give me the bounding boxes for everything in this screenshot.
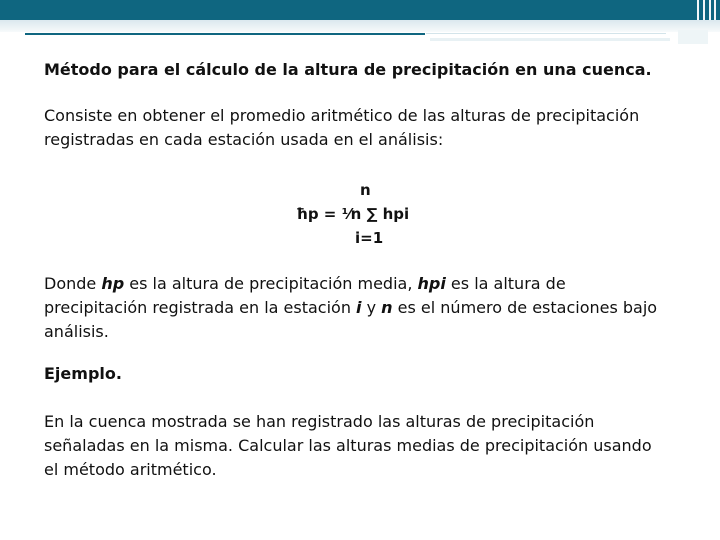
example-line-2: señaladas en la misma. Calcular las alturas medias de precipitación usando xyxy=(44,436,652,455)
title-rule xyxy=(25,33,425,35)
definition-text: es la altura de precipitación media, xyxy=(124,274,418,293)
example-paragraph xyxy=(44,410,664,482)
definition-text: es el número de estaciones bajo xyxy=(392,298,658,317)
definition-text: y xyxy=(361,298,382,317)
slide-title: Método para el cálculo de la altura de precipitación en una cuenca. xyxy=(44,60,652,79)
formula-expression: ħp = ¹⁄n ∑ hpi xyxy=(296,205,410,223)
formula-upper-limit: n xyxy=(360,181,371,199)
example-line-1: En la cuenca mostrada se han registrado las alturas de precipitación xyxy=(44,412,595,431)
decorative-corner xyxy=(678,30,708,44)
i-term: i xyxy=(356,298,362,317)
definition-text: Donde xyxy=(44,274,102,293)
banner-stripe xyxy=(714,0,716,20)
example-heading: Ejemplo. xyxy=(44,364,122,383)
definition-paragraph xyxy=(44,272,664,344)
banner-stripe xyxy=(697,0,699,20)
decorative-rule xyxy=(426,33,666,34)
intro-line-1: Consiste en obtener el promedio aritmético de las alturas de precipitación xyxy=(44,106,640,125)
decorative-block xyxy=(430,38,670,41)
hp-term: hp xyxy=(101,274,125,293)
banner-stripe xyxy=(709,0,711,20)
hpi-term: hpi xyxy=(417,274,446,293)
formula-lower-limit: i=1 xyxy=(355,229,384,247)
definition-line-3: análisis. xyxy=(44,322,109,341)
definition-text: es la altura de xyxy=(445,274,566,293)
n-term: n xyxy=(381,298,393,317)
banner-shadow xyxy=(0,20,720,32)
definition-line-1 xyxy=(44,272,664,296)
top-banner xyxy=(0,0,720,20)
banner-stripe xyxy=(703,0,705,20)
intro-paragraph xyxy=(44,104,664,152)
definition-text: precipitación registrada en la estación xyxy=(44,298,357,317)
example-line-3: el método aritmético. xyxy=(44,460,217,479)
definition-line-2 xyxy=(44,296,664,320)
intro-line-2: registradas en cada estación usada en el análisis: xyxy=(44,130,444,149)
